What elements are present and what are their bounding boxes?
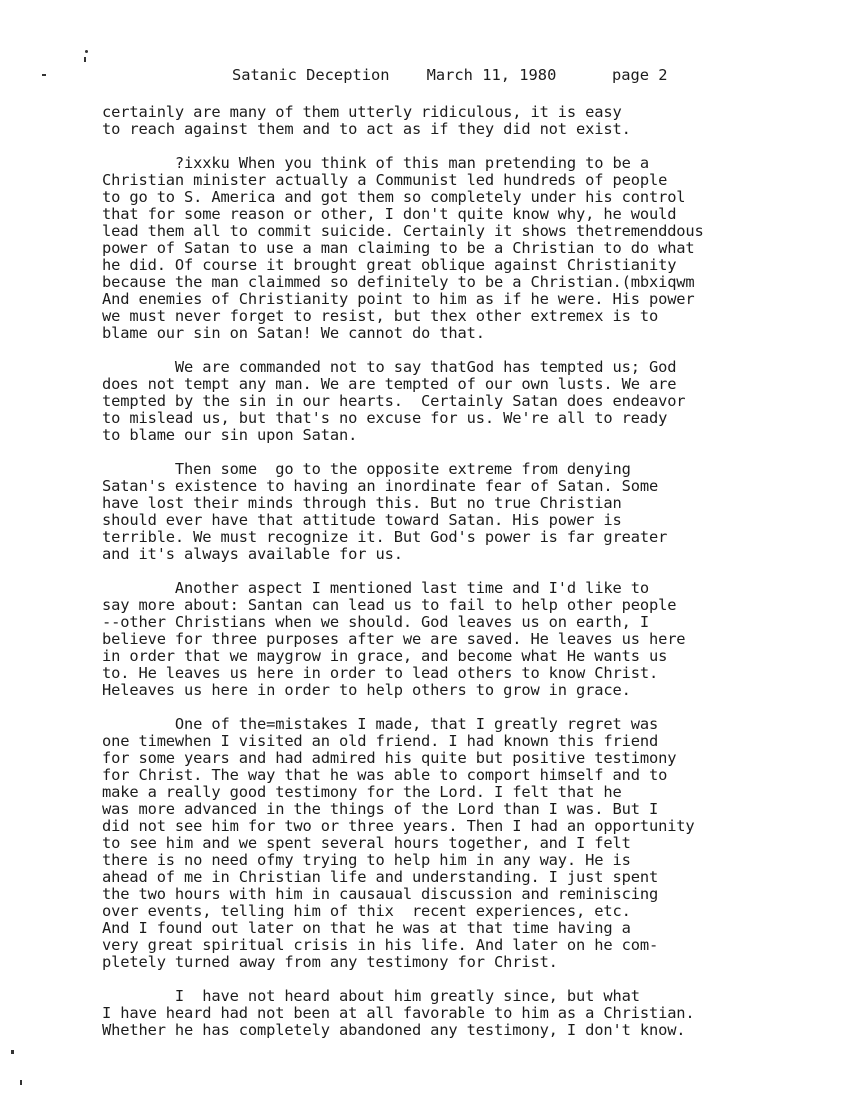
- text-line: ahead of me in Christian life and understanding. I just spent: [102, 868, 659, 886]
- page-header: [232, 66, 668, 84]
- text-line: I have not heard about him greatly since, but what: [102, 987, 640, 1005]
- text-line: blame our sin on Satan! We cannot do that.: [102, 324, 485, 342]
- paragraph: [102, 716, 842, 971]
- ink-speck: [85, 50, 88, 53]
- header-page-number: page 2: [611, 66, 668, 84]
- text-line: Heleaves us here in order to help others to grow in grace.: [102, 681, 631, 699]
- text-line: in order that we maygrow in grace, and become what He wants us: [102, 647, 668, 665]
- text-line: because the man claimmed so definitely to be a Christian.(mbxiqwm: [102, 273, 695, 291]
- text-line: Satan's existence to having an inordinate fear of Satan. Some: [102, 477, 659, 495]
- text-line: certainly are many of them utterly ridiculous, it is easy: [102, 103, 622, 121]
- paragraph: [102, 155, 842, 342]
- header-title: Satanic Deception: [232, 66, 390, 84]
- text-line: tempted by the sin in our hearts. Certainly Satan does endeavor: [102, 392, 686, 410]
- text-line: for some years and had admired his quite but positive testimony: [102, 749, 677, 767]
- text-line: say more about: Santan can lead us to fail to help other people: [102, 596, 677, 614]
- text-line: We are commanded not to say thatGod has tempted us; God: [102, 358, 677, 376]
- text-line: One of the=mistakes I made, that I greatly regret was: [102, 715, 659, 733]
- text-line: does not tempt any man. We are tempted of our own lusts. We are: [102, 375, 677, 393]
- text-line: and it's always available for us.: [102, 545, 403, 563]
- text-line: pletely turned away from any testimony for Christ.: [102, 953, 558, 971]
- text-line: that for some reason or other, I don't quite know why, he would: [102, 205, 677, 223]
- text-line: Another aspect I mentioned last time and I'd like to: [102, 579, 649, 597]
- ink-speck: [84, 57, 86, 62]
- document-body: [102, 104, 842, 1056]
- text-line: the two hours with him in causaual discussion and reminiscing: [102, 885, 659, 903]
- text-line: And enemies of Christianity point to him as if he were. His power: [102, 290, 695, 308]
- text-line: Christian minister actually a Communist led hundreds of people: [102, 171, 668, 189]
- text-line: lead them all to commit suicide. Certainly it shows thetremenddous: [102, 222, 704, 240]
- text-line: And I found out later on that he was at that time having a: [102, 919, 631, 937]
- text-line: very great spiritual crisis in his life. And later on he com-: [102, 936, 659, 954]
- text-line: to mislead us, but that's no excuse for us. We're all to ready: [102, 409, 668, 427]
- text-line: to. He leaves us here in order to lead others to know Christ.: [102, 664, 659, 682]
- text-line: believe for three purposes after we are saved. He leaves us here: [102, 630, 686, 648]
- text-line: power of Satan to use a man claiming to be a Christian to do what: [102, 239, 695, 257]
- text-line: should ever have that attitude toward Satan. His power is: [102, 511, 622, 529]
- text-line: make a really good testimony for the Lord. I felt that he: [102, 783, 622, 801]
- paragraph: [102, 580, 842, 699]
- text-line: --other Christians when we should. God leaves us on earth, I: [102, 613, 649, 631]
- text-line: we must never forget to resist, but thex other extremex is to: [102, 307, 659, 325]
- text-line: to see him and we spent several hours together, and I felt: [102, 834, 631, 852]
- paragraph: [102, 461, 842, 563]
- paragraph: [102, 359, 842, 444]
- ink-speck: [11, 1050, 14, 1054]
- text-line: did not see him for two or three years. Then I had an opportunity: [102, 817, 695, 835]
- ink-speck: [20, 1080, 22, 1085]
- text-line: over events, telling him of thix recent experiences, etc.: [102, 902, 631, 920]
- text-line: there is no need ofmy trying to help him in any way. He is: [102, 851, 631, 869]
- paragraph: [102, 988, 842, 1039]
- text-line: one timewhen I visited an old friend. I had known this friend: [102, 732, 659, 750]
- header-date: March 11, 1980: [426, 66, 557, 84]
- text-line: terrible. We must recognize it. But God's power is far greater: [102, 528, 668, 546]
- paragraph: [102, 104, 842, 138]
- text-line: I have heard had not been at all favorable to him as a Christian.: [102, 1004, 695, 1022]
- text-line: to reach against them and to act as if they did not exist.: [102, 120, 631, 138]
- text-line: Whether he has completely abandoned any testimony, I don't know.: [102, 1021, 686, 1039]
- text-line: have lost their minds through this. But no true Christian: [102, 494, 622, 512]
- text-line: was more advanced in the things of the Lord than I was. But I: [102, 800, 659, 818]
- text-line: to go to S. America and got them so completely under his control: [102, 188, 686, 206]
- text-line: to blame our sin upon Satan.: [102, 426, 358, 444]
- text-line: for Christ. The way that he was able to comport himself and to: [102, 766, 668, 784]
- text-line: Then some go to the opposite extreme from denying: [102, 460, 631, 478]
- text-line: he did. Of course it brought great oblique against Christianity: [102, 256, 677, 274]
- text-line: ?ixxku When you think of this man pretending to be a: [102, 154, 649, 172]
- ink-speck: [42, 74, 46, 76]
